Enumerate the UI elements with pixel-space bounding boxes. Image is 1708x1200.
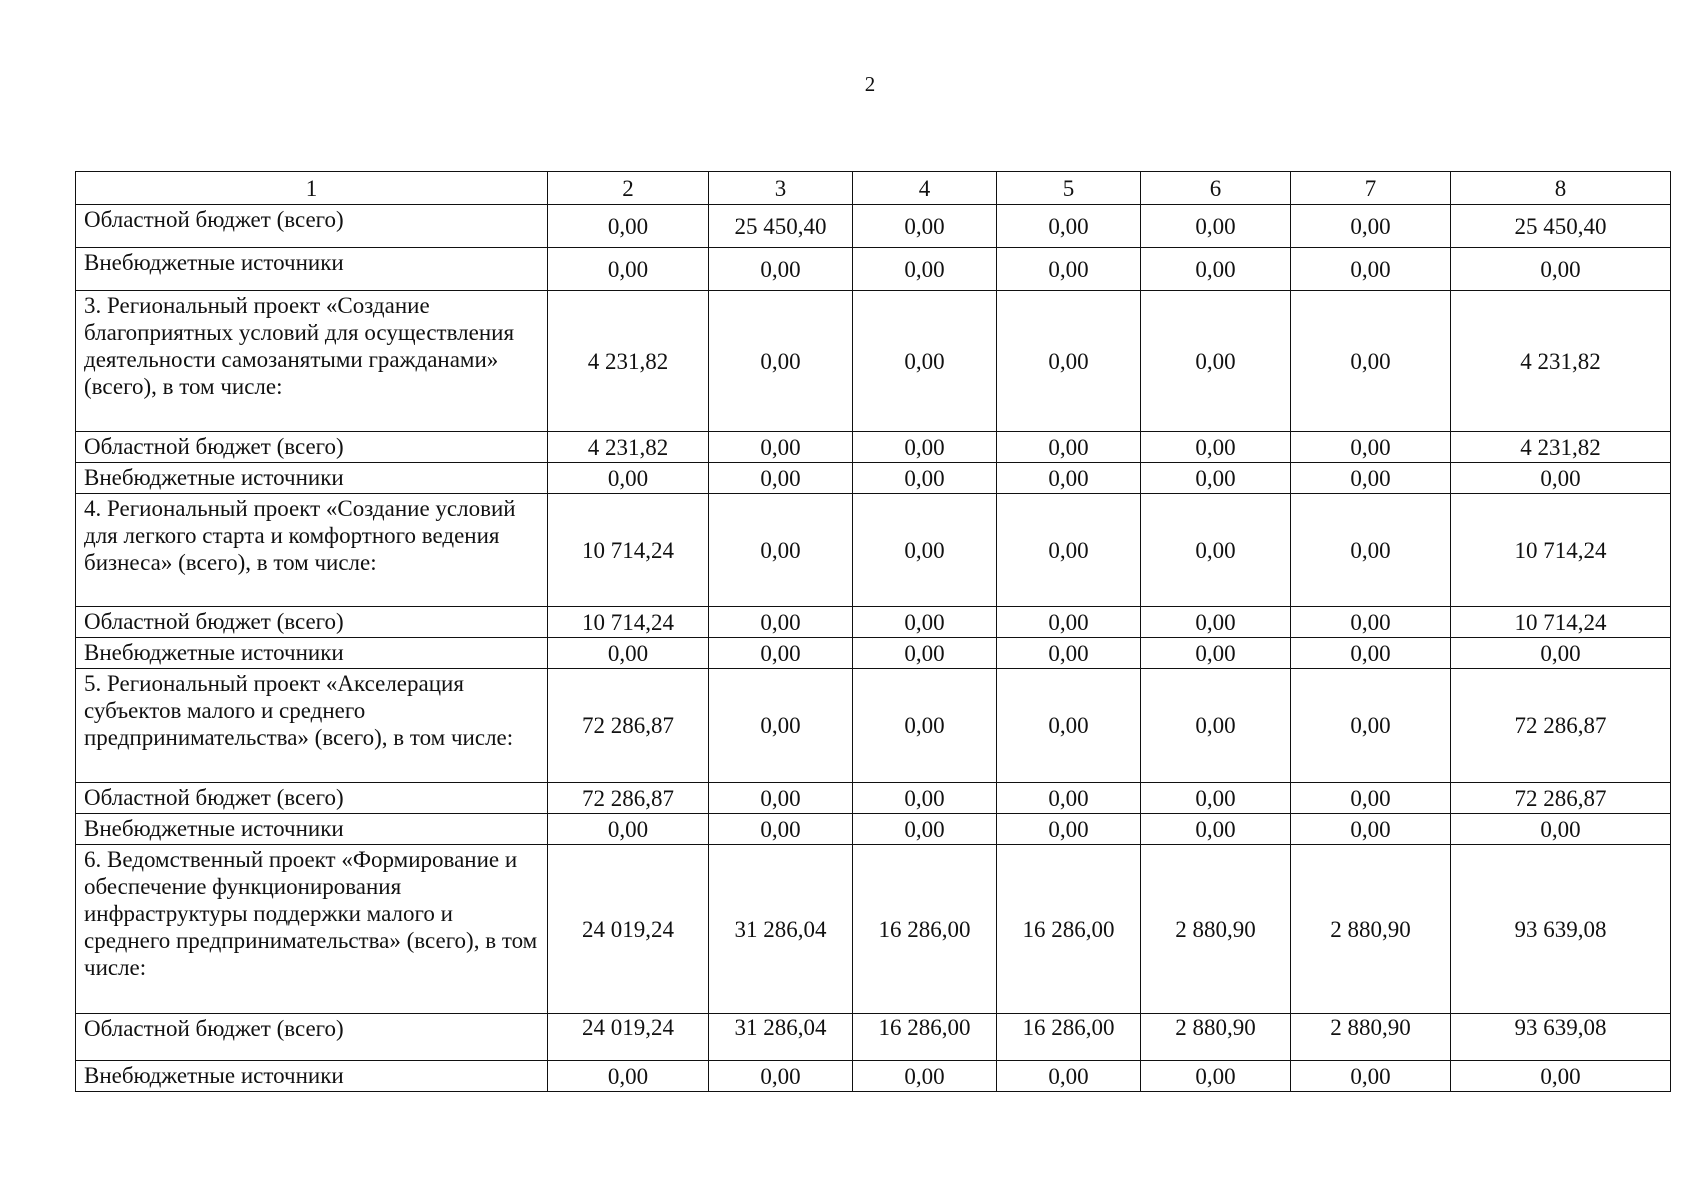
table-cell: 0,00 [853,205,997,248]
table-cell: 0,00 [548,463,709,494]
table-row [76,248,1671,291]
table-row [76,494,1671,607]
table-cell: 25 450,40 [1451,205,1671,248]
table-cell: 0,00 [1291,783,1451,814]
table-cell: 4 231,82 [1451,291,1671,432]
row-label: Областной бюджет (всего) [76,607,548,638]
table-cell: 0,00 [1141,607,1291,638]
table-cell: 16 286,00 [853,845,997,1014]
table-cell: 24 019,24 [548,1014,709,1061]
table-cell: 0,00 [709,783,853,814]
table-cell: 72 286,87 [1451,783,1671,814]
table-cell: 0,00 [1291,248,1451,291]
column-header: 6 [1141,172,1291,205]
column-header: 8 [1451,172,1671,205]
table-row [76,845,1671,1014]
table-cell: 0,00 [1291,638,1451,669]
row-label: 6. Ведомственный проект «Формирование и обеспечение функционирования инфраструктуры поддержки малого и среднего предпринимательства» (всего), в том числе: [76,845,548,1014]
table-cell: 0,00 [853,1061,997,1092]
table-cell: 0,00 [997,463,1141,494]
budget-table [75,171,1671,1092]
table-row [76,607,1671,638]
table-cell: 31 286,04 [709,1014,853,1061]
table-cell: 0,00 [1291,607,1451,638]
table-cell: 0,00 [997,669,1141,783]
table-cell: 0,00 [709,463,853,494]
table-cell: 0,00 [1141,638,1291,669]
table-row [76,814,1671,845]
column-header: 2 [548,172,709,205]
table-cell: 0,00 [1141,463,1291,494]
table-cell: 0,00 [709,1061,853,1092]
table-cell: 0,00 [1451,638,1671,669]
table-cell: 0,00 [548,205,709,248]
table-cell: 0,00 [548,248,709,291]
table-cell: 25 450,40 [709,205,853,248]
column-header: 1 [76,172,548,205]
table-cell: 0,00 [853,291,997,432]
table-cell: 10 714,24 [1451,494,1671,607]
table-cell: 4 231,82 [548,432,709,463]
row-label: Внебюджетные источники [76,638,548,669]
column-header: 5 [997,172,1141,205]
row-label: 5. Региональный проект «Акселерация субъектов малого и среднего предпринимательства» (всего), в том числе: [76,669,548,783]
table-cell: 0,00 [709,669,853,783]
table-cell: 16 286,00 [997,1014,1141,1061]
table-cell: 0,00 [1291,463,1451,494]
table-cell: 0,00 [997,783,1141,814]
table-cell: 0,00 [1291,432,1451,463]
row-label: 3. Региональный проект «Создание благоприятных условий для осуществления деятельности самозанятыми гражданами» (всего), в том числе: [76,291,548,432]
table-cell: 0,00 [709,248,853,291]
table-cell: 0,00 [709,607,853,638]
table-cell: 0,00 [1141,814,1291,845]
table-cell: 0,00 [1291,814,1451,845]
row-label: Внебюджетные источники [76,1061,548,1092]
table-cell: 0,00 [548,1061,709,1092]
row-label: Внебюджетные источники [76,248,548,291]
table-cell: 0,00 [997,638,1141,669]
table-cell: 0,00 [997,814,1141,845]
table-row [76,205,1671,248]
table-cell: 0,00 [997,432,1141,463]
table-cell: 0,00 [853,432,997,463]
table-cell: 4 231,82 [548,291,709,432]
table-cell: 72 286,87 [548,783,709,814]
row-label: Областной бюджет (всего) [76,432,548,463]
table-row [76,291,1671,432]
table-cell: 2 880,90 [1141,1014,1291,1061]
table-cell: 0,00 [997,248,1141,291]
table-cell: 0,00 [1141,669,1291,783]
table-cell: 0,00 [853,607,997,638]
table-cell: 0,00 [1291,291,1451,432]
page-number: 2 [864,72,876,96]
table-cell: 16 286,00 [997,845,1141,1014]
column-header: 4 [853,172,997,205]
row-label: Областной бюджет (всего) [76,205,548,248]
table-header-row [76,172,1671,205]
table-cell: 2 880,90 [1141,845,1291,1014]
table-row [76,669,1671,783]
table-cell: 0,00 [1141,432,1291,463]
table-cell: 0,00 [1291,494,1451,607]
table-cell: 10 714,24 [548,494,709,607]
table-cell: 93 639,08 [1451,1014,1671,1061]
table-cell: 0,00 [853,783,997,814]
table-cell: 10 714,24 [1451,607,1671,638]
table-cell: 24 019,24 [548,845,709,1014]
table-cell: 10 714,24 [548,607,709,638]
table-cell: 93 639,08 [1451,845,1671,1014]
table-cell: 0,00 [1141,205,1291,248]
table-cell: 0,00 [709,814,853,845]
table-cell: 0,00 [709,432,853,463]
table-cell: 0,00 [997,1061,1141,1092]
table-cell: 0,00 [853,638,997,669]
table-cell: 0,00 [548,814,709,845]
table-cell: 0,00 [997,291,1141,432]
table-cell: 0,00 [1451,1061,1671,1092]
table-row [76,1061,1671,1092]
table-cell: 2 880,90 [1291,1014,1451,1061]
table-cell: 0,00 [1141,783,1291,814]
table-cell: 0,00 [853,669,997,783]
table-cell: 0,00 [1291,669,1451,783]
table-cell: 0,00 [997,607,1141,638]
table-cell: 0,00 [1291,205,1451,248]
table-cell: 0,00 [1141,494,1291,607]
table-cell: 0,00 [1141,291,1291,432]
table-cell: 0,00 [1141,248,1291,291]
table-row [76,638,1671,669]
table-cell: 4 231,82 [1451,432,1671,463]
table-cell: 0,00 [709,638,853,669]
table-cell: 0,00 [997,494,1141,607]
row-label: 4. Региональный проект «Создание условий для легкого старта и комфортного ведения бизнеса» (всего), в том числе: [76,494,548,607]
table-cell: 16 286,00 [853,1014,997,1061]
table-cell: 0,00 [853,494,997,607]
table-cell: 72 286,87 [548,669,709,783]
table-cell: 0,00 [853,248,997,291]
table-row [76,1014,1671,1061]
table-cell: 2 880,90 [1291,845,1451,1014]
column-header: 7 [1291,172,1451,205]
table-cell: 72 286,87 [1451,669,1671,783]
row-label: Внебюджетные источники [76,463,548,494]
table-cell: 0,00 [1141,1061,1291,1092]
table-cell: 0,00 [1451,248,1671,291]
table-cell: 0,00 [853,814,997,845]
table-cell: 0,00 [997,205,1141,248]
row-label: Внебюджетные источники [76,814,548,845]
table-row [76,432,1671,463]
table-cell: 0,00 [1451,814,1671,845]
table-cell: 0,00 [853,463,997,494]
column-header: 3 [709,172,853,205]
table-row [76,783,1671,814]
table-cell: 0,00 [548,638,709,669]
row-label: Областной бюджет (всего) [76,783,548,814]
table-cell: 0,00 [1451,463,1671,494]
table-row [76,463,1671,494]
table-cell: 0,00 [709,494,853,607]
table-cell: 0,00 [709,291,853,432]
table-cell: 31 286,04 [709,845,853,1014]
table-cell: 0,00 [1291,1061,1451,1092]
row-label: Областной бюджет (всего) [76,1014,548,1061]
